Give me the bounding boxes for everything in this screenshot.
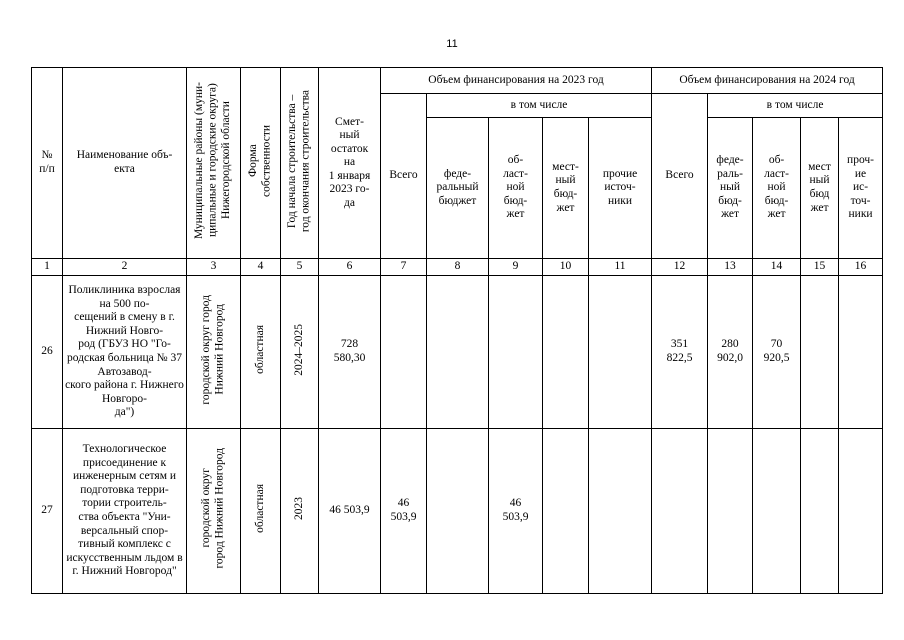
header-fed-2023: феде- ральный бюджет	[427, 118, 489, 259]
row-num: 27	[32, 429, 63, 594]
header-row-1	[32, 68, 883, 94]
row-loc-2024	[801, 429, 839, 594]
header-loc-2023: мест- ный бюд- жет	[543, 118, 589, 259]
column-number: 1	[32, 259, 63, 276]
column-number: 6	[319, 259, 381, 276]
row-ownership	[241, 429, 281, 594]
row-reg-2024: 70 920,5	[753, 276, 801, 429]
row-oth-2024	[839, 276, 883, 429]
row-total-2024	[652, 429, 708, 594]
row-ownership-text: областная	[253, 325, 266, 375]
row-oth-2024	[839, 429, 883, 594]
header-fin-2023: Объем финансирования на 2023 год	[381, 68, 652, 94]
row-total-2023	[381, 276, 427, 429]
row-total-2024: 351 822,5	[652, 276, 708, 429]
row-years-text: 2023	[292, 497, 305, 521]
header-loc-2024: мест ный бюд жет	[801, 118, 839, 259]
row-oth-2023	[589, 429, 652, 594]
header-fed-2024: феде- раль- ный бюд- жет	[708, 118, 753, 259]
row-num: 26	[32, 276, 63, 429]
header-reg-2024: об- ласт- ной бюд- жет	[753, 118, 801, 259]
column-number: 14	[753, 259, 801, 276]
column-number: 2	[63, 259, 187, 276]
header-total-2023: Всего	[381, 94, 427, 259]
column-number: 16	[839, 259, 883, 276]
row-oth-2023	[589, 276, 652, 429]
header-balance: Смет- ный остаток на 1 января 2023 го- да	[319, 68, 381, 259]
column-number: 13	[708, 259, 753, 276]
header-years	[281, 68, 319, 259]
header-oth-2023: прочие источ- ники	[589, 118, 652, 259]
column-number: 8	[427, 259, 489, 276]
row-municipality-text: городской округ город Нижний Новгород	[199, 448, 226, 569]
row-years	[281, 429, 319, 594]
table-row	[32, 429, 883, 594]
header-num: № п/п	[32, 68, 63, 259]
header-incl-2024: в том числе	[708, 94, 883, 118]
header-incl-2023: в том числе	[427, 94, 652, 118]
table-row	[32, 276, 883, 429]
row-reg-2024	[753, 429, 801, 594]
header-ownership	[241, 68, 281, 259]
header-reg-2023: об- ласт- ной бюд- жет	[489, 118, 543, 259]
row-fed-2024	[708, 429, 753, 594]
header-municipality	[187, 68, 241, 259]
row-ownership-text: областная	[253, 484, 266, 534]
row-years-text: 2024–2025	[292, 323, 305, 376]
column-number: 4	[241, 259, 281, 276]
header-oth-2024: проч- ие ис- точ- ники	[839, 118, 883, 259]
row-ownership	[241, 276, 281, 429]
row-balance: 46 503,9	[319, 429, 381, 594]
column-number: 11	[589, 259, 652, 276]
column-number: 3	[187, 259, 241, 276]
row-fed-2024: 280 902,0	[708, 276, 753, 429]
column-number: 7	[381, 259, 427, 276]
header-total-2024: Всего	[652, 94, 708, 259]
header-fin-2024: Объем финансирования на 2024 год	[652, 68, 883, 94]
column-number: 5	[281, 259, 319, 276]
header-municipality-text: Муниципальные районы (муни- ципальные и городские округа) Нижегородской области	[193, 82, 233, 240]
column-number: 15	[801, 259, 839, 276]
header-name: Наименование объ- екта	[63, 68, 187, 259]
column-number-row	[32, 259, 883, 276]
header-ownership-text: Форма собственности	[246, 124, 273, 197]
row-years	[281, 276, 319, 429]
row-loc-2023	[543, 276, 589, 429]
row-municipality	[187, 429, 241, 594]
column-number: 9	[489, 259, 543, 276]
row-municipality	[187, 276, 241, 429]
header-years-text: Год начала строительства – год окончания строительства	[285, 89, 312, 232]
row-reg-2023: 46 503,9	[489, 429, 543, 594]
row-fed-2023	[427, 276, 489, 429]
row-name: Технологическое присоединение к инженерным сетям и подготовка терри- тории строитель- ства объекта "Уни- версальный спор- тивный комплекс с искусственным льдом в г. Нижний Новгород"	[63, 429, 187, 594]
column-number: 10	[543, 259, 589, 276]
row-reg-2023	[489, 276, 543, 429]
page-number: 11	[446, 38, 458, 50]
row-municipality-text: городской округ город Нижний Новгород	[199, 294, 226, 405]
row-loc-2024	[801, 276, 839, 429]
column-number: 12	[652, 259, 708, 276]
row-loc-2023	[543, 429, 589, 594]
row-balance: 728 580,30	[319, 276, 381, 429]
row-fed-2023	[427, 429, 489, 594]
row-name: Поликлиника взрослая на 500 по- сещений в смену в г. Нижний Новго- род (ГБУЗ НО "Го- родская больница № 37 Автозавод- ского района г. Нижнего Новгоро- да")	[63, 276, 187, 429]
financing-table	[31, 67, 883, 594]
row-total-2023: 46 503,9	[381, 429, 427, 594]
